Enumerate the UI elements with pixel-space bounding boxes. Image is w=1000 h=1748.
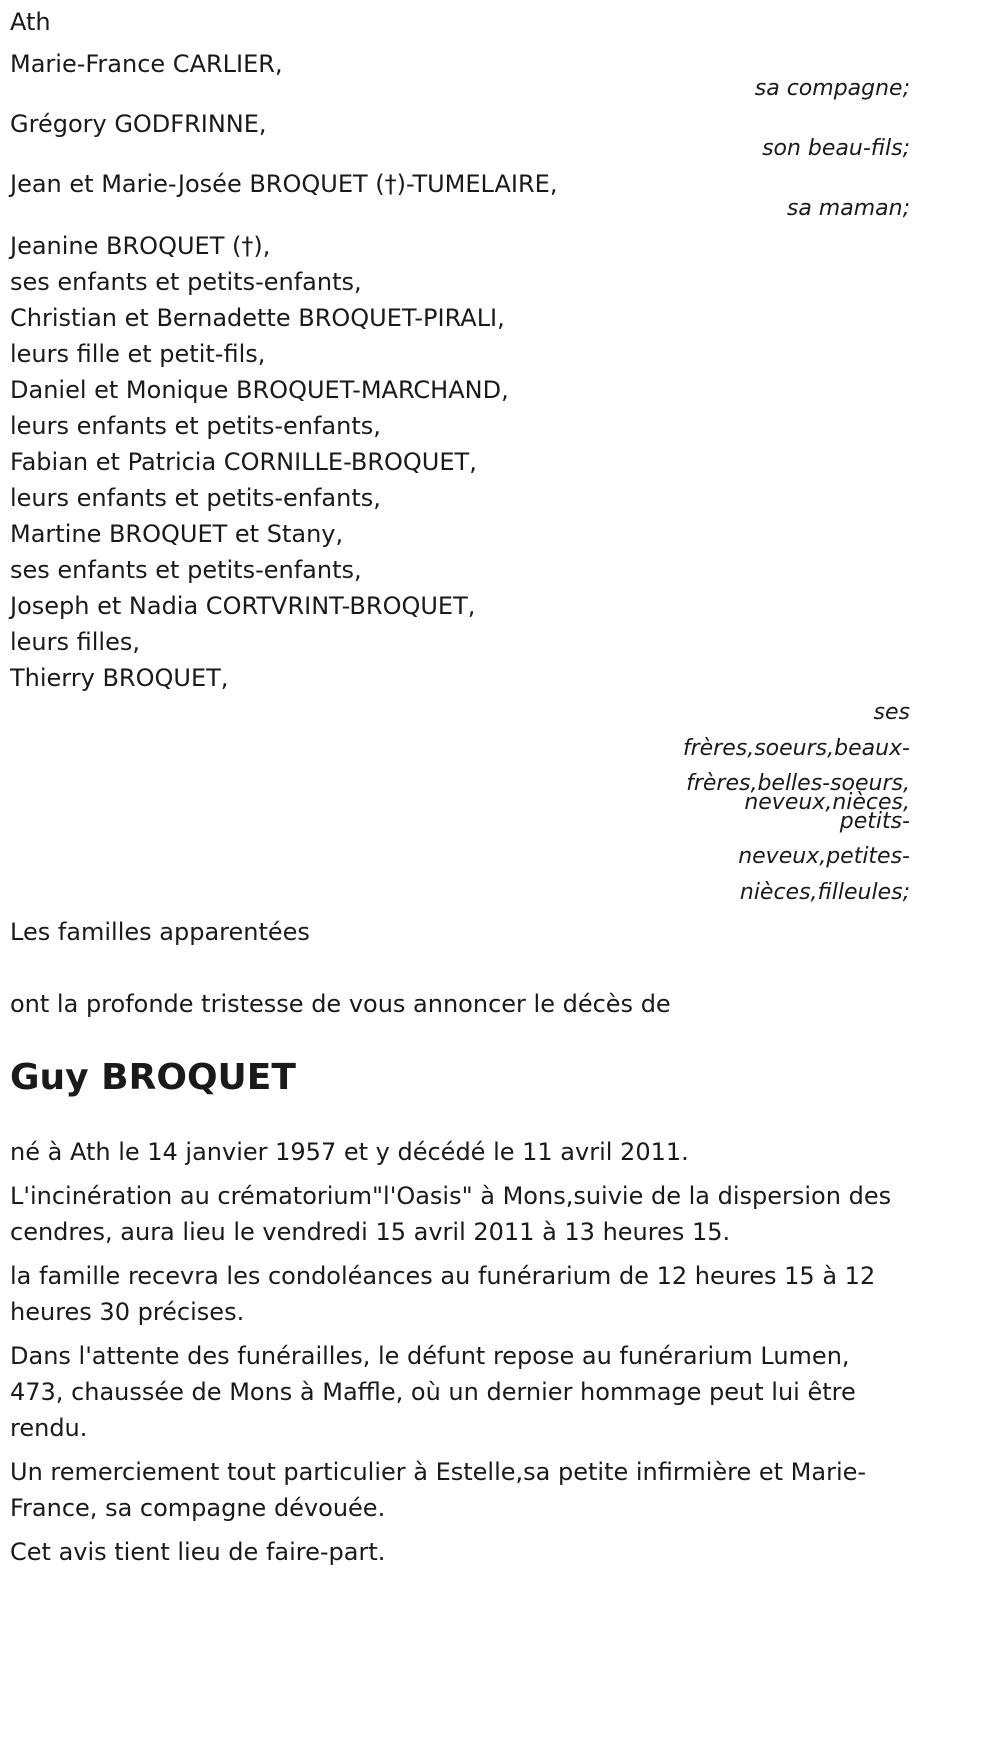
list-item: ses enfants et petits-enfants, xyxy=(10,556,362,584)
details xyxy=(10,1134,910,1570)
list-item: Thierry BROQUET, xyxy=(10,664,229,692)
funerarium-paragraph: Dans l'attente des funérailles, le défunt repose au funérarium Lumen, 473, chaussée de Mons à Maffle, où un dernier hommage peut lui être rendu. xyxy=(10,1342,856,1442)
list-item: leurs fille et petit-fils, xyxy=(10,340,266,368)
siblings-list xyxy=(10,228,910,696)
family-role: sa maman; xyxy=(786,196,910,221)
list-item: leurs enfants et petits-enfants, xyxy=(10,412,381,440)
list-item: Joseph et Nadia CORTVRINT-BROQUET, xyxy=(10,592,476,620)
family-name: Marie-France CARLIER, xyxy=(10,50,283,78)
thanks-paragraph: Un remerciement tout particulier à Estelle,sa petite infirmière et Marie-France, sa compagne dévouée. xyxy=(10,1458,867,1522)
list-item: Daniel et Monique BROQUET-MARCHAND, xyxy=(10,376,509,404)
family-role: son beau-fils; xyxy=(762,136,910,161)
list-item: Jeanine BROQUET (†), xyxy=(10,232,271,260)
role-segment: frères,soeurs,beaux- xyxy=(682,736,910,761)
list-item: ses enfants et petits-enfants, xyxy=(10,268,362,296)
location: Ath xyxy=(10,8,51,36)
obituary-notice xyxy=(0,4,910,1570)
list-item: Martine BROQUET et Stany, xyxy=(10,520,344,548)
announcement: ont la profonde tristesse de vous annoncer le décès de xyxy=(10,990,671,1018)
list-item: leurs enfants et petits-enfants, xyxy=(10,484,381,512)
role-segment: frères,belles-soeurs, xyxy=(686,771,910,796)
related-families: Les familles apparentées xyxy=(10,918,310,946)
family-role: sa compagne; xyxy=(754,76,910,101)
condolences-paragraph: la famille recevra les condoléances au funérarium de 12 heures 15 à 12 heures 30 précises. xyxy=(10,1262,876,1326)
family-name: Grégory GODFRINNE, xyxy=(10,110,267,138)
deceased-name: Guy BROQUET xyxy=(10,1057,296,1098)
role-segment: ses xyxy=(873,700,910,725)
role-segment: nièces,filleules; xyxy=(739,880,910,905)
role-segment: neveux,nièces, xyxy=(744,790,910,815)
cremation-paragraph: L'incinération au crématorium"l'Oasis" à Mons,suivie de la dispersion des cendres, aura lieu le vendredi 15 avril 2011 à 13 heures 15. xyxy=(10,1182,892,1246)
role-segment: petits- xyxy=(839,809,910,834)
list-item: Fabian et Patricia CORNILLE-BROQUET, xyxy=(10,448,477,476)
birth-death-paragraph: né à Ath le 14 janvier 1957 et y décédé le 11 avril 2011. xyxy=(10,1138,689,1166)
list-item: Christian et Bernadette BROQUET-PIRALI, xyxy=(10,304,505,332)
role-segment: neveux,petites- xyxy=(738,844,910,869)
closing-paragraph: Cet avis tient lieu de faire-part. xyxy=(10,1538,386,1566)
siblings-role xyxy=(660,702,910,904)
family-name: Jean et Marie-Josée BROQUET (†)-TUMELAIRE, xyxy=(10,170,558,198)
list-item: leurs filles, xyxy=(10,628,140,656)
